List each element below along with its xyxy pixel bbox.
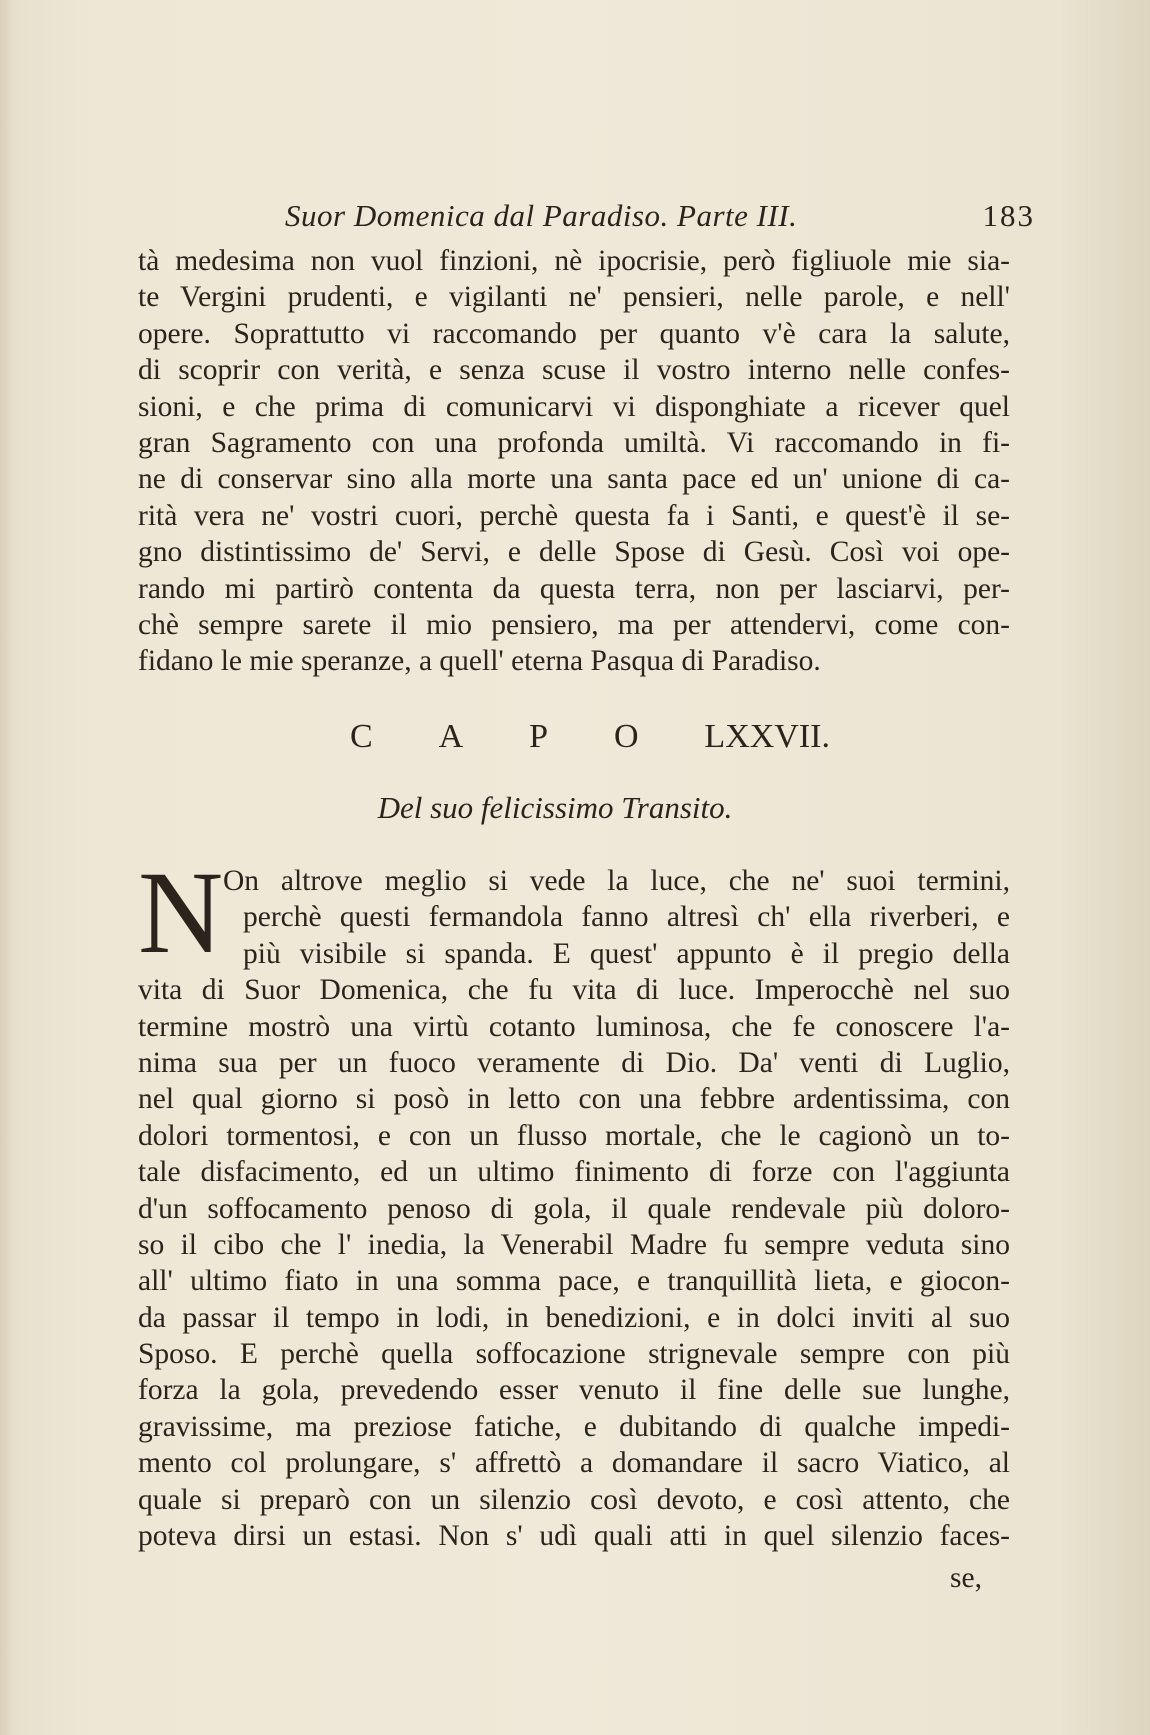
text-line: all' ultimo fiato in una somma pace, e tranquillità lieta, e giocon- <box>138 1265 1010 1298</box>
text-line: te Vergini prudenti, e vigilanti ne' pensieri, nelle parole, e nell' <box>138 281 1010 314</box>
text-line: gran Sagramento con una profonda umiltà. Vi raccomando in fi- <box>138 426 1010 459</box>
chapter-subtitle: Del suo felicissimo Transito. <box>377 790 733 825</box>
text-line: mento col prolungare, s' affrettò a domandare il sacro Viatico, al <box>138 1447 1010 1480</box>
text-line: sioni, e che prima di comunicarvi vi disponghiate a ricever quel <box>138 390 1010 423</box>
chapter-title-letter: O <box>613 718 639 755</box>
text-line: da passar il tempo in lodi, in benedizioni, e in dolci inviti al suo <box>138 1301 1010 1334</box>
text-line: tà medesima non vuol finzioni, nè ipocrisie, però figliuole mie sia- <box>138 245 1010 277</box>
text-line: forza la gola, prevedendo esser venuto il fine delle sue lunghe, <box>138 1374 1010 1407</box>
text-line: Sposo. E perchè quella soffocazione strignevale sempre con più <box>138 1338 1010 1371</box>
text-line: termine mostrò una virtù cotanto luminosa, che fe conoscere l'a- <box>138 1010 1010 1043</box>
chapter-title-letter: A <box>438 718 464 755</box>
text-line: quale si preparò con un silenzio così devoto, e così attento, che <box>138 1483 1010 1516</box>
text-line: d'un soffocamento penoso di gola, il quale rendevale più doloro- <box>138 1192 1010 1225</box>
text-line: nima sua per un fuoco veramente di Dio. Da' venti di Luglio, <box>138 1046 1010 1079</box>
chapter-number: LXXVII. <box>704 718 830 755</box>
text-line: dolori tormentosi, e con un flusso mortale, che le cagionò un to- <box>138 1119 1010 1152</box>
text-line: gravissime, ma preziose fatiche, e dubitando di qualche impedi- <box>138 1410 1010 1443</box>
text-line: poteva dirsi un estasi. Non s' udì quali atti in quel silenzio faces- <box>138 1520 1010 1553</box>
chapter-title-letter: C <box>350 718 373 755</box>
text-line: tale disfacimento, ed un ultimo finimento di forze con l'aggiunta <box>138 1156 1010 1189</box>
drop-cap: N <box>138 847 224 978</box>
text-line: gno distintissimo de' Servi, e delle Spose di Gesù. Così voi ope- <box>138 536 1010 569</box>
text-line: vita di Suor Domenica, che fu vita di luce. Imperocchè nel suo <box>138 974 1010 1007</box>
text-line: fidano le mie speranze, a quell' eterna Pasqua di Paradiso. <box>138 645 821 678</box>
text-line: perchè questi fermandola fanno altresì ch' ella riverberi, e <box>243 901 1010 934</box>
page-header <box>150 198 1035 238</box>
chapter-title-letter: P <box>529 718 549 755</box>
catchword: se, <box>950 1562 982 1594</box>
chapter-paragraph <box>138 847 1010 1554</box>
text-line: nel qual giorno si posò in letto con una febbre ardentissima, con <box>138 1083 1010 1116</box>
text-line: di scoprir con verità, e senza scuse il vostro interno nelle confes- <box>138 354 1010 387</box>
text-line: più visibile si spanda. E quest' appunto è il pregio della <box>243 937 1010 970</box>
page-number: 183 <box>982 198 1035 233</box>
text-line: chè sempre sarete il mio pensiero, ma per attendervi, come con- <box>138 608 1010 641</box>
text-line: On altrove meglio si vede la luce, che ne' suoi termini, <box>223 865 1010 897</box>
paragraph-continued <box>138 243 1010 680</box>
text-line: rità vera ne' vostri cuori, perchè questa fa i Santi, e quest'è il se- <box>138 499 1010 532</box>
text-line: opere. Soprattutto vi raccomando per quanto v'è cara la salute, <box>138 317 1010 350</box>
chapter-title <box>350 718 830 758</box>
running-head: Suor Domenica dal Paradiso. Parte III. <box>285 198 798 233</box>
text-line: so il cibo che l' inedia, la Venerabil Madre fu sempre veduta sino <box>138 1228 1010 1261</box>
text-line: ne di conservar sino alla morte una santa pace ed un' unione di ca- <box>138 463 1010 496</box>
text-line: rando mi partirò contenta da questa terra, non per lasciarvi, per- <box>138 572 1010 605</box>
